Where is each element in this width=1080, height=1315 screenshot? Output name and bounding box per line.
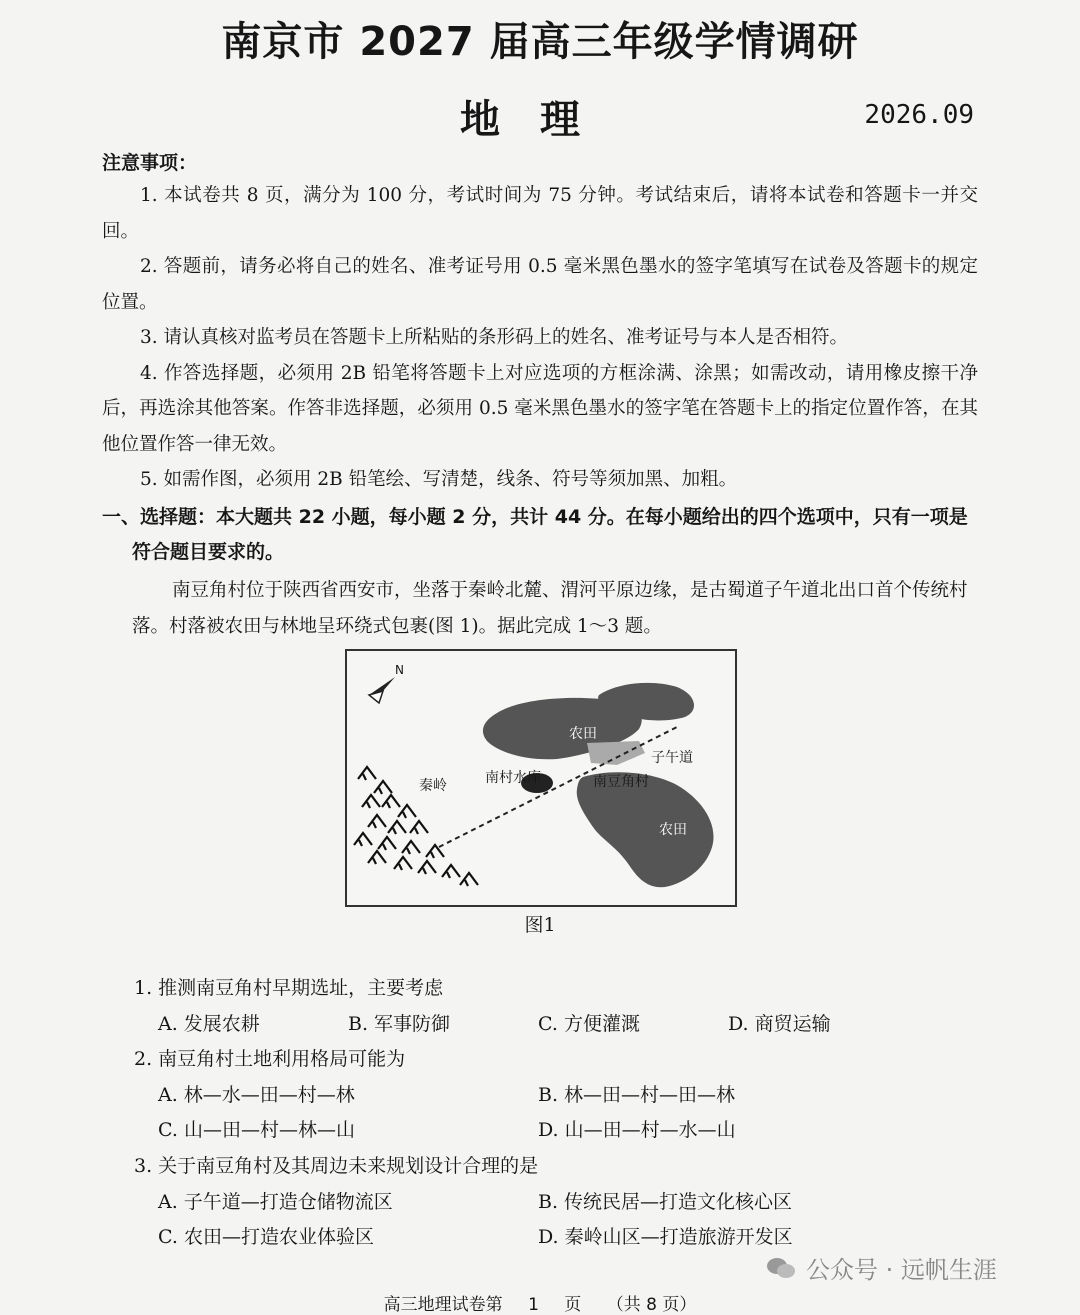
mountain-symbol <box>362 795 380 808</box>
mountain-symbol <box>388 821 406 834</box>
notice-item: 1. 本试卷共 8 页，满分为 100 分，考试时间为 75 分钟。考试结束后，请将本试卷和答题卡一并交回。 <box>102 185 978 242</box>
mountain-symbol <box>418 861 436 874</box>
wechat-icon <box>766 1256 796 1280</box>
mountain-symbol <box>460 873 478 886</box>
section-heading-line2: 符合题目要求的。 <box>132 541 285 563</box>
q1-option-d: D. 商贸运输 <box>728 1013 831 1035</box>
label-ziwu-road: 子午道 <box>651 750 693 766</box>
notice-item: 5. 如需作图，必须用 2B 铅笔绘、写清楚，线条、符号等须加黑、加粗。 <box>140 469 738 490</box>
q2-option-c: C. 山—田—村—林—山 <box>158 1119 355 1141</box>
section-heading <box>102 500 978 570</box>
q3-option-d: D. 秦岭山区—打造旅游开发区 <box>538 1226 793 1248</box>
q3-option-b: B. 传统民居—打造文化核心区 <box>538 1191 793 1213</box>
q1-option-a: A. 发展农耕 <box>158 1013 260 1035</box>
label-farmland-bottom: 农田 <box>659 822 687 838</box>
exam-date: 2026.09 <box>864 100 974 130</box>
mountain-symbol <box>378 837 396 850</box>
q1-option-c: C. 方便灌溉 <box>538 1013 640 1035</box>
label-qinling: 秦岭 <box>419 778 447 794</box>
q3-option-a: A. 子午道—打造仓储物流区 <box>158 1191 393 1213</box>
question-1: 1. 推测南豆角村早期选址，主要考虑 <box>134 977 444 999</box>
label-village: 南豆角村 <box>593 774 649 790</box>
exam-title: 南京市 2027 届高三年级学情调研 <box>221 19 859 65</box>
north-arrow-icon <box>369 677 395 703</box>
label-farmland-top: 农田 <box>569 726 597 742</box>
mountain-symbol <box>354 833 372 846</box>
footer-unit: 页 <box>564 1295 582 1315</box>
q3-option-c: C. 农田—打造农业体验区 <box>158 1226 374 1248</box>
mountain-symbol <box>368 815 386 828</box>
notice-item: 4. 作答选择题，必须用 2B 铅笔将答题卡上对应选项的方框涂满、涂黑；如需改动，请用橡皮擦干净后，再选涂其他答案。作答非选择题，必须用 0.5 毫米黑色墨水的签字笔在答题卡上的指定位置作答，在其他位置作答一律无效。 <box>102 362 978 455</box>
footer-total: （共 8 页） <box>606 1295 697 1315</box>
watermark-text: 公众号 · 远帆生涯 <box>806 1256 997 1284</box>
notice-item: 2. 答题前，请务必将自己的姓名、准考证号用 0.5 毫米黑色墨水的签字笔填写在试卷及答题卡的规定位置。 <box>102 256 978 313</box>
figure-map <box>345 649 737 907</box>
mountain-symbol <box>368 851 386 864</box>
notice-heading: 注意事项： <box>102 152 198 174</box>
map-drawing <box>347 651 735 905</box>
footer-label: 高三地理试卷第 <box>383 1295 503 1315</box>
subject-title: 地理 <box>460 97 620 143</box>
q2-option-b: B. 林—田—村—田—林 <box>538 1084 736 1106</box>
mountain-symbol <box>442 865 460 878</box>
mountain-symbol <box>394 857 412 870</box>
mountain-symbol <box>398 805 416 818</box>
mountain-symbol <box>374 781 392 794</box>
question-3: 3. 关于南豆角村及其周边未来规划设计合理的是 <box>134 1155 539 1177</box>
mountain-symbol <box>402 841 420 854</box>
page-footer <box>0 1290 1080 1315</box>
question-2: 2. 南豆角村土地利用格局可能为 <box>134 1048 406 1070</box>
notice-item: 3. 请认真核对监考员在答题卡上所粘贴的条形码上的姓名、准考证号与本人是否相符。 <box>140 327 849 348</box>
notice-list <box>102 178 978 498</box>
mountain-symbol <box>410 821 428 834</box>
village-shape <box>587 741 645 765</box>
mountain-symbol <box>382 795 400 808</box>
mountains-icon <box>354 767 478 886</box>
watermark <box>766 1250 997 1285</box>
question-stem <box>132 573 978 645</box>
q2-option-a: A. 林—水—田—村—林 <box>158 1084 355 1106</box>
section-heading-line1: 一、选择题：本大题共 22 小题，每小题 2 分，共计 44 分。在每小题给出的四个选项中，只有一项是 <box>102 506 968 528</box>
north-label: N <box>395 663 404 677</box>
stem-text: 南豆角村位于陕西省西安市，坐落于秦岭北麓、渭河平原边缘，是古蜀道子午道北出口首个传统村落。村落被农田与林地呈环绕式包裹(图 1)。据此完成 1～3 题。 <box>132 580 968 637</box>
footer-page-number: 1 <box>528 1295 539 1315</box>
q1-option-b: B. 军事防御 <box>348 1013 451 1035</box>
q2-option-d: D. 山—田—村—水—山 <box>538 1119 736 1141</box>
label-reservoir: 南村水库 <box>485 770 541 786</box>
mountain-symbol <box>358 767 376 780</box>
figure-caption: 图1 <box>524 914 556 936</box>
